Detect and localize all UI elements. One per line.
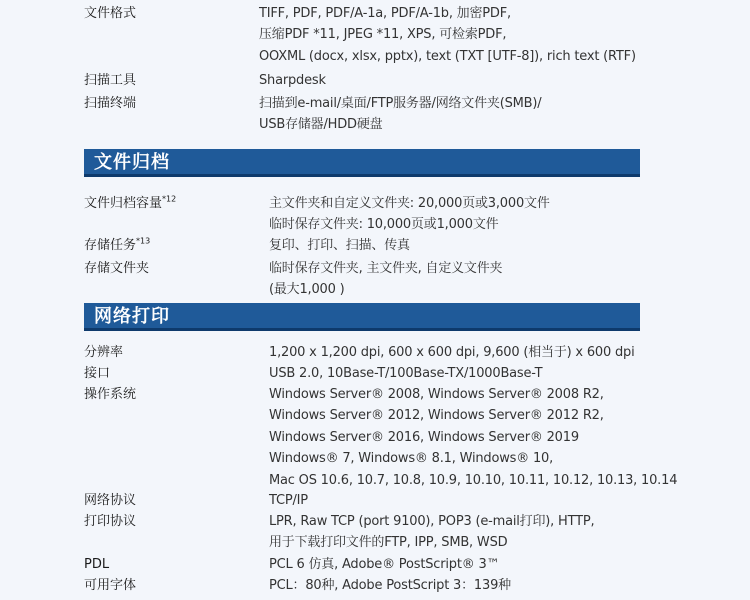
spec-value-line: Mac OS 10.6, 10.7, 10.8, 10.9, 10.10, 10.11, 10.12, 10.13, 10.14 xyxy=(269,472,678,488)
spec-value-line: 扫描到e-mail/桌面/FTP服务器/网络文件夹(SMB)/ xyxy=(259,96,542,111)
spec-value-line: 主文件夹和自定义文件夹: 20,000页或3,000文件 xyxy=(269,196,550,211)
spec-value xyxy=(269,554,499,575)
spec-value xyxy=(269,235,410,256)
spec-label: 接口 xyxy=(84,366,111,381)
spec-value-line: TIFF, PDF, PDF/A-1a, PDF/A-1b, 加密PDF, xyxy=(259,6,511,21)
spec-label: 网络协议 xyxy=(84,493,137,508)
footnote-marker: *12 xyxy=(162,194,177,204)
spec-value-line: Windows Server® 2008, Windows Server® 2008 R2, xyxy=(269,387,604,402)
spec-label: 存储文件夹 xyxy=(84,261,150,276)
spec-label: 文件格式 xyxy=(84,6,137,21)
spec-value-line: PCL：80种, Adobe PostScript 3：139种 xyxy=(269,578,511,593)
spec-value-line: TCP/IP xyxy=(269,493,308,508)
spec-value-line: OOXML (docx, xlsx, pptx), text (TXT [UTF-8]), rich text (RTF) xyxy=(259,48,636,64)
section-title: 网络打印 xyxy=(94,306,170,327)
spec-value xyxy=(269,363,542,384)
spec-value-line: 临时保存文件夹: 10,000页或1,000文件 xyxy=(269,217,499,233)
section-header-network-printing xyxy=(84,303,640,331)
spec-label-text: 存储任务 xyxy=(84,238,137,253)
spec-value-line: Windows Server® 2016, Windows Server® 2019 xyxy=(269,429,579,445)
spec-value xyxy=(269,193,550,236)
spec-value-line: LPR, Raw TCP (port 9100), POP3 (e-mail打印), HTTP, xyxy=(269,514,595,529)
spec-label xyxy=(84,193,176,214)
spec-value-line: Windows Server® 2012, Windows Server® 2012 R2, xyxy=(269,408,604,424)
spec-value xyxy=(269,384,677,491)
spec-value-line: 临时保存文件夹, 主文件夹, 自定义文件夹 xyxy=(269,261,503,276)
footnote-marker: *13 xyxy=(136,236,151,246)
spec-value xyxy=(259,93,541,136)
spec-label: 操作系统 xyxy=(84,387,137,402)
spec-label: 可用字体 xyxy=(84,578,137,593)
spec-label: 分辨率 xyxy=(84,345,124,360)
spec-value-line: 1,200 x 1,200 dpi, 600 x 600 dpi, 9,600 (相当于) x 600 dpi xyxy=(269,345,635,360)
spec-label-text: 文件归档容量 xyxy=(84,196,163,211)
spec-value xyxy=(269,490,308,511)
spec-value-line: 用于下载打印文件的FTP, IPP, SMB, WSD xyxy=(269,535,508,551)
spec-label: 扫描工具 xyxy=(84,73,137,88)
spec-label: 打印协议 xyxy=(84,514,137,529)
spec-value xyxy=(269,342,635,363)
spec-value-line: 压缩PDF *11, JPEG *11, XPS, 可检索PDF, xyxy=(259,27,507,43)
section-header-document-filing xyxy=(84,149,640,177)
spec-value-line: Sharpdesk xyxy=(259,73,326,88)
spec-label: 扫描终端 xyxy=(84,96,137,111)
spec-value-line: Windows® 7, Windows® 8.1, Windows® 10, xyxy=(269,451,554,467)
spec-label xyxy=(84,235,150,256)
spec-value xyxy=(269,511,594,554)
spec-value-line: (最大1,000 ) xyxy=(269,282,345,298)
spec-value xyxy=(269,258,502,301)
spec-value-line: USB存储器/HDD硬盘 xyxy=(259,117,383,133)
spec-value xyxy=(269,575,511,596)
spec-label: PDL xyxy=(84,557,110,572)
spec-value-line: USB 2.0, 10Base-T/100Base-TX/1000Base-T xyxy=(269,366,543,381)
spec-value-line: PCL 6 仿真, Adobe® PostScript® 3™ xyxy=(269,557,500,572)
spec-value xyxy=(259,3,636,67)
spec-value xyxy=(259,70,326,91)
section-title: 文件归档 xyxy=(94,152,170,173)
spec-value-line: 复印、打印、扫描、传真 xyxy=(269,238,410,253)
